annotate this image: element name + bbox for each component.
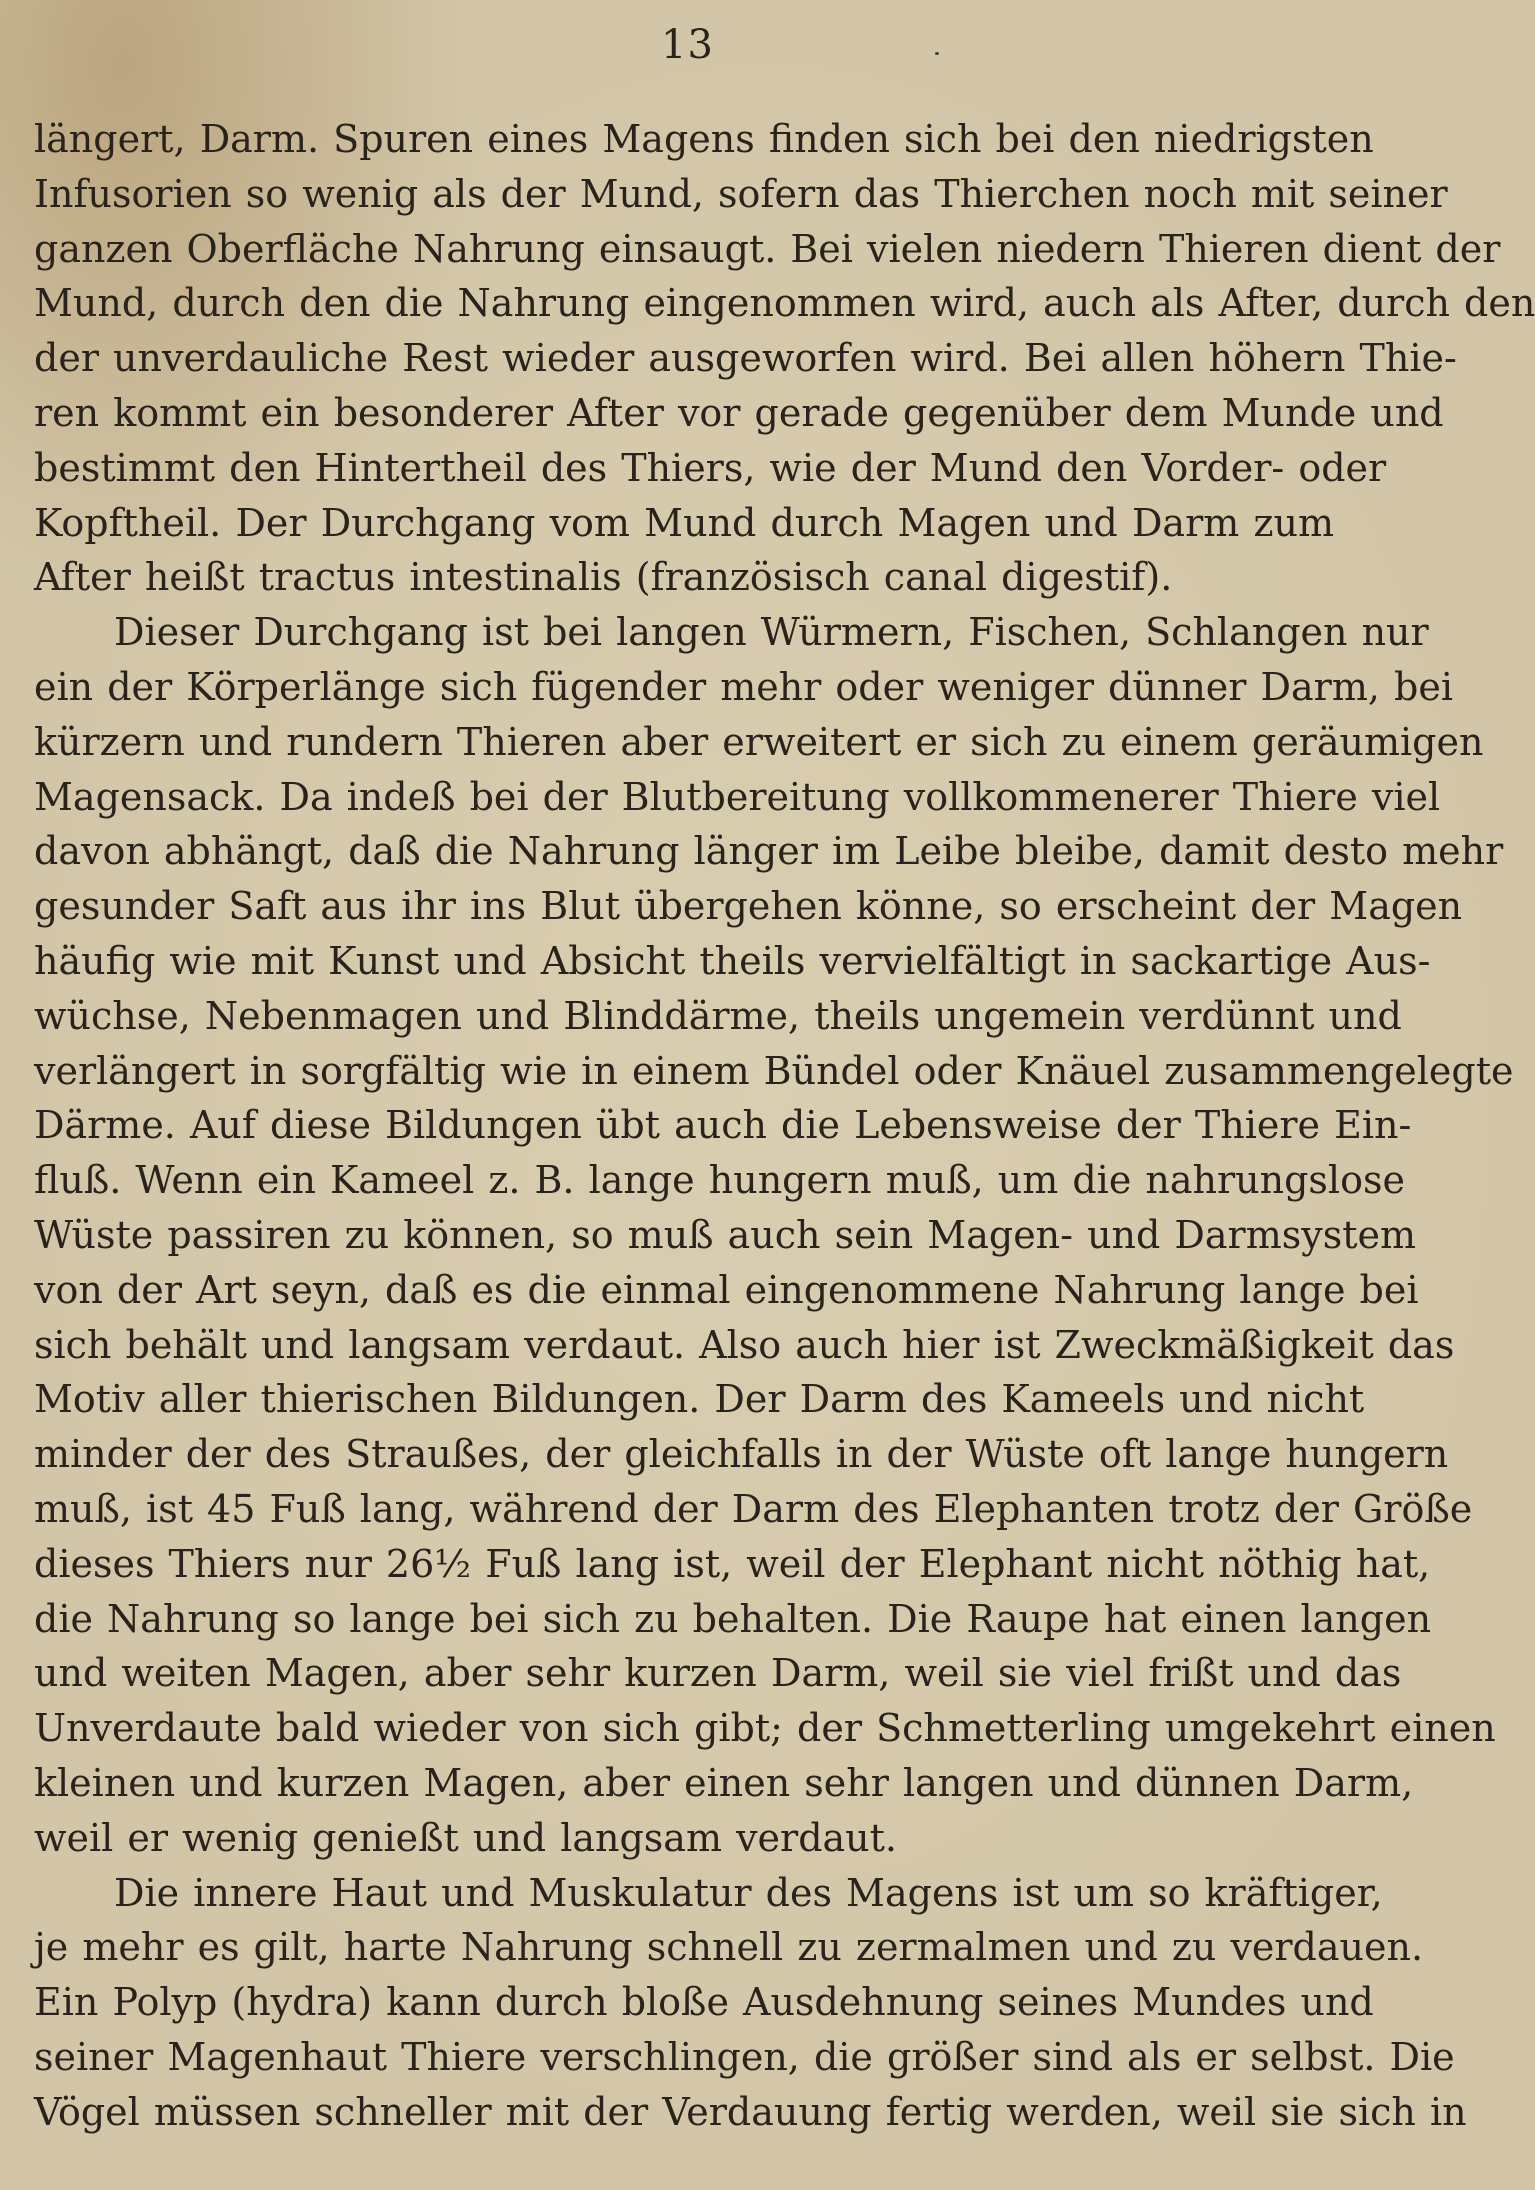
text-line: fluß. Wenn ein Kameel z. B. lange hungern muß, um die nahrungslose xyxy=(34,1158,1405,1203)
paragraph-1 xyxy=(34,112,1535,605)
text-line: Infusorien so wenig als der Mund, sofern das Thierchen noch mit seiner xyxy=(34,171,1448,216)
text-line: ren kommt ein besonderer After vor gerade gegenüber dem Munde und xyxy=(34,390,1444,435)
print-speck xyxy=(935,52,939,55)
text-line: sich behält und langsam verdaut. Also auch hier ist Zweckmäßigkeit das xyxy=(34,1322,1455,1367)
text-line: je mehr es gilt, harte Nahrung schnell zu zermalmen und zu verdauen. xyxy=(34,1925,1424,1970)
text-line: wüchse, Nebenmagen und Blinddärme, theils ungemein verdünnt und xyxy=(34,993,1402,1038)
text-line: Ein Polyp (hydra) kann durch bloße Ausdehnung seines Mundes und xyxy=(34,1980,1374,2025)
text-line: Die innere Haut und Muskulatur des Magens ist um so kräftiger, xyxy=(114,1870,1383,1915)
text-line: von der Art seyn, daß es die einmal eingenommene Nahrung lange bei xyxy=(34,1267,1419,1312)
text-line: Magensack. Da indeß bei der Blutbereitung vollkommenerer Thiere viel xyxy=(34,774,1441,819)
body-text xyxy=(34,112,1535,2139)
paragraph-3 xyxy=(34,1866,1467,2140)
text-line: Wüste passiren zu können, so muß auch sein Magen- und Darmsystem xyxy=(34,1212,1417,1257)
text-line: und weiten Magen, aber sehr kurzen Darm, weil sie viel frißt und das xyxy=(34,1651,1402,1696)
text-line: kleinen und kurzen Magen, aber einen sehr langen und dünnen Darm, xyxy=(34,1760,1414,1805)
text-line: verlängert in sorgfältig wie in einem Bündel oder Knäuel zusammengelegte xyxy=(34,1048,1514,1093)
text-line: der unverdauliche Rest wieder ausgeworfen wird. Bei allen höhern Thie- xyxy=(34,336,1457,381)
text-line: bestimmt den Hintertheil des Thiers, wie der Mund den Vorder- oder xyxy=(34,445,1387,490)
paragraph-2 xyxy=(34,605,1514,1865)
text-line: ganzen Oberfläche Nahrung einsaugt. Bei vielen niedern Thieren dient der xyxy=(34,226,1501,271)
text-line: weil er wenig genießt und langsam verdaut. xyxy=(34,1815,897,1860)
text-line: Motiv aller thierischen Bildungen. Der Darm des Kameels und nicht xyxy=(34,1377,1365,1422)
text-line: Mund, durch den die Nahrung eingenommen wird, auch als After, durch den xyxy=(34,281,1535,326)
text-line: davon abhängt, daß die Nahrung länger im Leibe bleibe, damit desto mehr xyxy=(34,829,1504,874)
text-line: dieses Thiers nur 26½ Fuß lang ist, weil der Elephant nicht nöthig hat, xyxy=(34,1541,1431,1586)
text-line: Därme. Auf diese Bildungen übt auch die Lebensweise der Thiere Ein- xyxy=(34,1103,1412,1148)
text-line: die Nahrung so lange bei sich zu behalten. Die Raupe hat einen langen xyxy=(34,1596,1432,1641)
text-line: seiner Magenhaut Thiere verschlingen, die größer sind als er selbst. Die xyxy=(34,2034,1455,2079)
page-number: 13 xyxy=(661,22,714,68)
text-line: minder der des Straußes, der gleichfalls in der Wüste oft lange hungern xyxy=(34,1432,1449,1477)
text-line: kürzern und rundern Thieren aber erweitert er sich zu einem geräumigen xyxy=(34,719,1484,764)
text-line: Kopftheil. Der Durchgang vom Mund durch Magen und Darm zum xyxy=(34,500,1334,545)
text-line: Vögel müssen schneller mit der Verdauung fertig werden, weil sie sich in xyxy=(34,2089,1467,2134)
text-line: häufig wie mit Kunst und Absicht theils vervielfältigt in sackartige Aus- xyxy=(34,938,1431,983)
text-line: muß, ist 45 Fuß lang, während der Darm des Elephanten trotz der Größe xyxy=(34,1486,1473,1531)
text-line: After heißt tractus intestinalis (französisch canal digestif). xyxy=(34,555,1173,600)
text-line: gesunder Saft aus ihr ins Blut übergehen könne, so erscheint der Magen xyxy=(34,884,1463,929)
text-line: ein der Körperlänge sich fügender mehr oder weniger dünner Darm, bei xyxy=(34,664,1453,709)
text-line: Unverdaute bald wieder von sich gibt; der Schmetterling umgekehrt einen xyxy=(34,1706,1496,1751)
text-line: längert, Darm. Spuren eines Magens finden sich bei den niedrigsten xyxy=(34,117,1374,161)
text-line: Dieser Durchgang ist bei langen Würmern, Fischen, Schlangen nur xyxy=(114,610,1429,655)
